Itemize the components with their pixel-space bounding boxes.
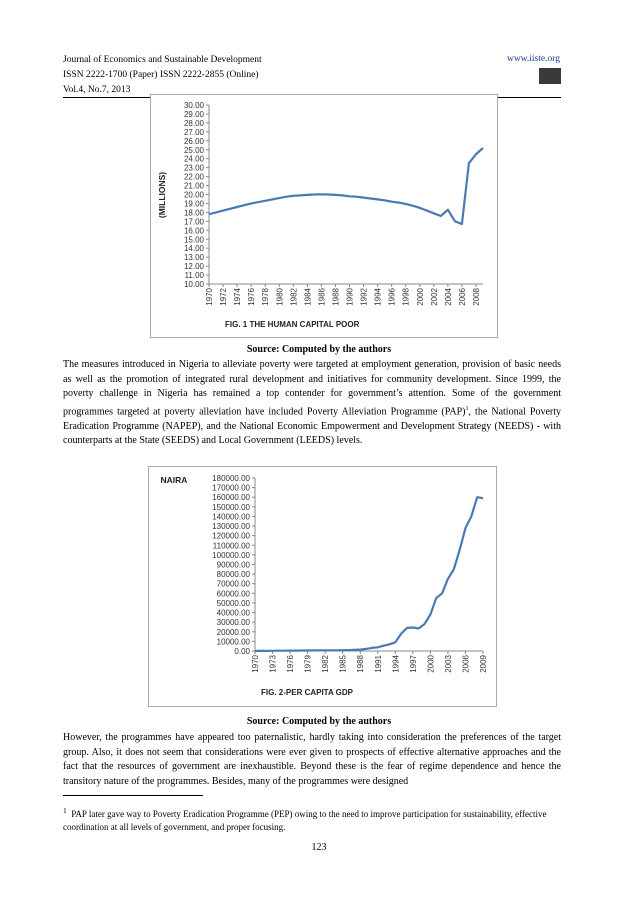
y-tick-label: 18.00: [183, 208, 204, 218]
y-tick-label: 0.00: [234, 647, 250, 656]
y-tick-label: 21.00: [183, 181, 204, 191]
y-tick-label: 10.00: [183, 280, 204, 289]
x-tick-label: 1974: [233, 288, 243, 306]
y-tick-label: 170000.00: [212, 483, 250, 493]
x-tick-label: 1973: [268, 655, 278, 673]
x-tick-label: 1991: [373, 655, 383, 673]
x-tick-label: 1982: [321, 655, 331, 673]
y-tick-label: 11.00: [184, 271, 204, 281]
pap-abbreviation: (PAP): [441, 406, 466, 418]
y-tick-label: 15.00: [183, 235, 204, 245]
x-tick-label: 1990: [345, 288, 355, 306]
figure-1-source: Source: Computed by the authors: [246, 344, 392, 355]
x-tick-label: 1998: [401, 288, 411, 306]
footnote-reference[interactable]: 1: [465, 405, 469, 412]
y-tick-label: 17.00: [183, 217, 204, 227]
y-tick-label: 50000.00: [216, 598, 250, 608]
x-tick-label: 1982: [289, 288, 299, 306]
x-tick-label: 1992: [359, 288, 369, 306]
y-axis-label: NAIRA: [160, 475, 188, 485]
x-tick-label: 2004: [443, 288, 453, 306]
x-tick-label: 2002: [429, 288, 439, 306]
y-tick-label: 80000.00: [216, 570, 250, 580]
y-tick-label: 110000.00: [212, 541, 250, 551]
y-tick-label: 140000.00: [212, 512, 250, 522]
y-tick-label: 100000.00: [212, 550, 250, 560]
y-tick-label: 19.00: [183, 199, 204, 209]
x-tick-label: 1988: [356, 655, 366, 673]
x-tick-label: 2009: [479, 655, 488, 673]
body-paragraph-2: However, the programmes have appeared too paternalistic, hardly taking into consideration the preferences of the target group. Also, it does not seem that considerations were ever given to prospects of effective alternative approaches and the fact that the resources of government are inexhaustible. Beyond these is the fear of regime dependence and hence the transitory nature of the programmes. Besides, many of the programmes were designed: [63, 732, 561, 787]
y-tick-label: 20.00: [183, 190, 204, 200]
journal-issn: ISSN 2222-1700 (Paper) ISSN 2222-2855 (Online): [63, 70, 259, 80]
x-tick-label: 1976: [247, 288, 257, 306]
y-tick-label: 23.00: [183, 163, 204, 173]
x-tick-label: 2000: [415, 288, 425, 306]
y-tick-label: 10000.00: [216, 637, 250, 647]
body-paragraph-1: [63, 358, 561, 449]
y-tick-label: 150000.00: [212, 502, 250, 512]
x-tick-label: 1970: [205, 288, 214, 306]
y-tick-label: 24.00: [183, 154, 204, 164]
x-tick-label: 1979: [303, 655, 313, 673]
x-tick-label: 1994: [391, 655, 401, 673]
x-tick-label: 1996: [387, 288, 397, 306]
x-tick-label: 1997: [408, 655, 418, 673]
y-tick-label: 13.00: [183, 253, 204, 263]
iiste-logo: [539, 68, 561, 84]
figure-1-plot: [151, 95, 497, 337]
x-tick-label: 1970: [251, 655, 260, 673]
y-tick-label: 16.00: [183, 226, 204, 236]
journal-title: Journal of Economics and Sustainable Development: [63, 55, 262, 65]
x-tick-label: 1980: [275, 288, 285, 306]
journal-website-link[interactable]: www.iiste.org: [506, 54, 560, 64]
y-axis-label: (MILLIONS): [157, 171, 167, 219]
y-tick-label: 120000.00: [212, 531, 250, 541]
series-line: [255, 497, 483, 651]
figure-1-caption: FIG. 1 THE HUMAN CAPITAL POOR: [225, 320, 360, 329]
y-tick-label: 29.00: [183, 109, 204, 119]
y-tick-label: 20000.00: [216, 627, 250, 637]
y-tick-label: 26.00: [183, 136, 204, 146]
y-tick-label: 30000.00: [216, 618, 250, 628]
footnote-text: PAP later gave way to Poverty Eradication Programme (PEP) owing to the need to improve participation for sustainability, effective coordination at all levels of government, and proper focusing.: [63, 809, 547, 832]
figure-2-caption: FIG. 2-PER CAPITA GDP: [261, 688, 354, 697]
x-tick-label: 2003: [443, 655, 453, 673]
x-tick-label: 1985: [338, 655, 348, 673]
paragraph-1-continuation: , the National Poverty Eradication Programme (NAPEP), and the National Economic Empowerment and Development Strategy (NEEDS) - with counterparts at the State (SEEDS) and Local Government (LEEDS) levels.: [63, 406, 561, 447]
figure-2-chart: [148, 466, 497, 707]
x-tick-label: 1976: [286, 655, 296, 673]
figure-2-source: Source: Computed by the authors: [246, 716, 392, 727]
x-tick-label: 1988: [331, 288, 341, 306]
x-tick-label: 1984: [303, 288, 313, 306]
x-tick-label: 1994: [373, 288, 383, 306]
y-tick-label: 22.00: [183, 172, 204, 182]
y-tick-label: 70000.00: [216, 579, 250, 589]
x-tick-label: 2000: [426, 655, 436, 673]
y-tick-label: 60000.00: [216, 589, 250, 599]
x-tick-label: 2006: [457, 288, 467, 306]
footnote: [63, 804, 561, 834]
y-tick-label: 180000.00: [212, 474, 250, 483]
figure-1-chart: [150, 94, 498, 338]
x-tick-label: 1986: [317, 288, 327, 306]
y-tick-label: 130000.00: [212, 522, 250, 532]
y-tick-label: 25.00: [183, 145, 204, 155]
footnote-number: 1: [63, 806, 67, 815]
y-tick-label: 12.00: [183, 262, 204, 272]
journal-volume: Vol.4, No.7, 2013: [63, 85, 131, 95]
series-line: [209, 148, 483, 224]
footnote-rule: [63, 795, 203, 796]
y-tick-label: 28.00: [183, 118, 204, 128]
paragraph-1-text: The measures introduced in Nigeria to alleviate poverty were targeted at employment generation, provision of basic needs as well as the promotion of integrated rural development and initiatives for community development. Since 1999, the poverty challenge in Nigeria has remained a top contender for government’s attention. Some of the government programmes targeted at poverty alleviation have included Poverty Alleviation Programme: [63, 359, 561, 418]
y-tick-label: 14.00: [183, 244, 204, 254]
x-tick-label: 1972: [219, 288, 229, 306]
x-tick-label: 2006: [461, 655, 471, 673]
page-number: 123: [311, 842, 327, 853]
x-tick-label: 1978: [261, 288, 271, 306]
x-tick-label: 2008: [471, 288, 481, 306]
figure-2-plot: [149, 467, 496, 706]
y-tick-label: 90000.00: [216, 560, 250, 570]
y-tick-label: 40000.00: [216, 608, 250, 618]
y-tick-label: 160000.00: [212, 493, 250, 503]
y-tick-label: 27.00: [183, 127, 204, 137]
y-tick-label: 30.00: [183, 101, 204, 110]
